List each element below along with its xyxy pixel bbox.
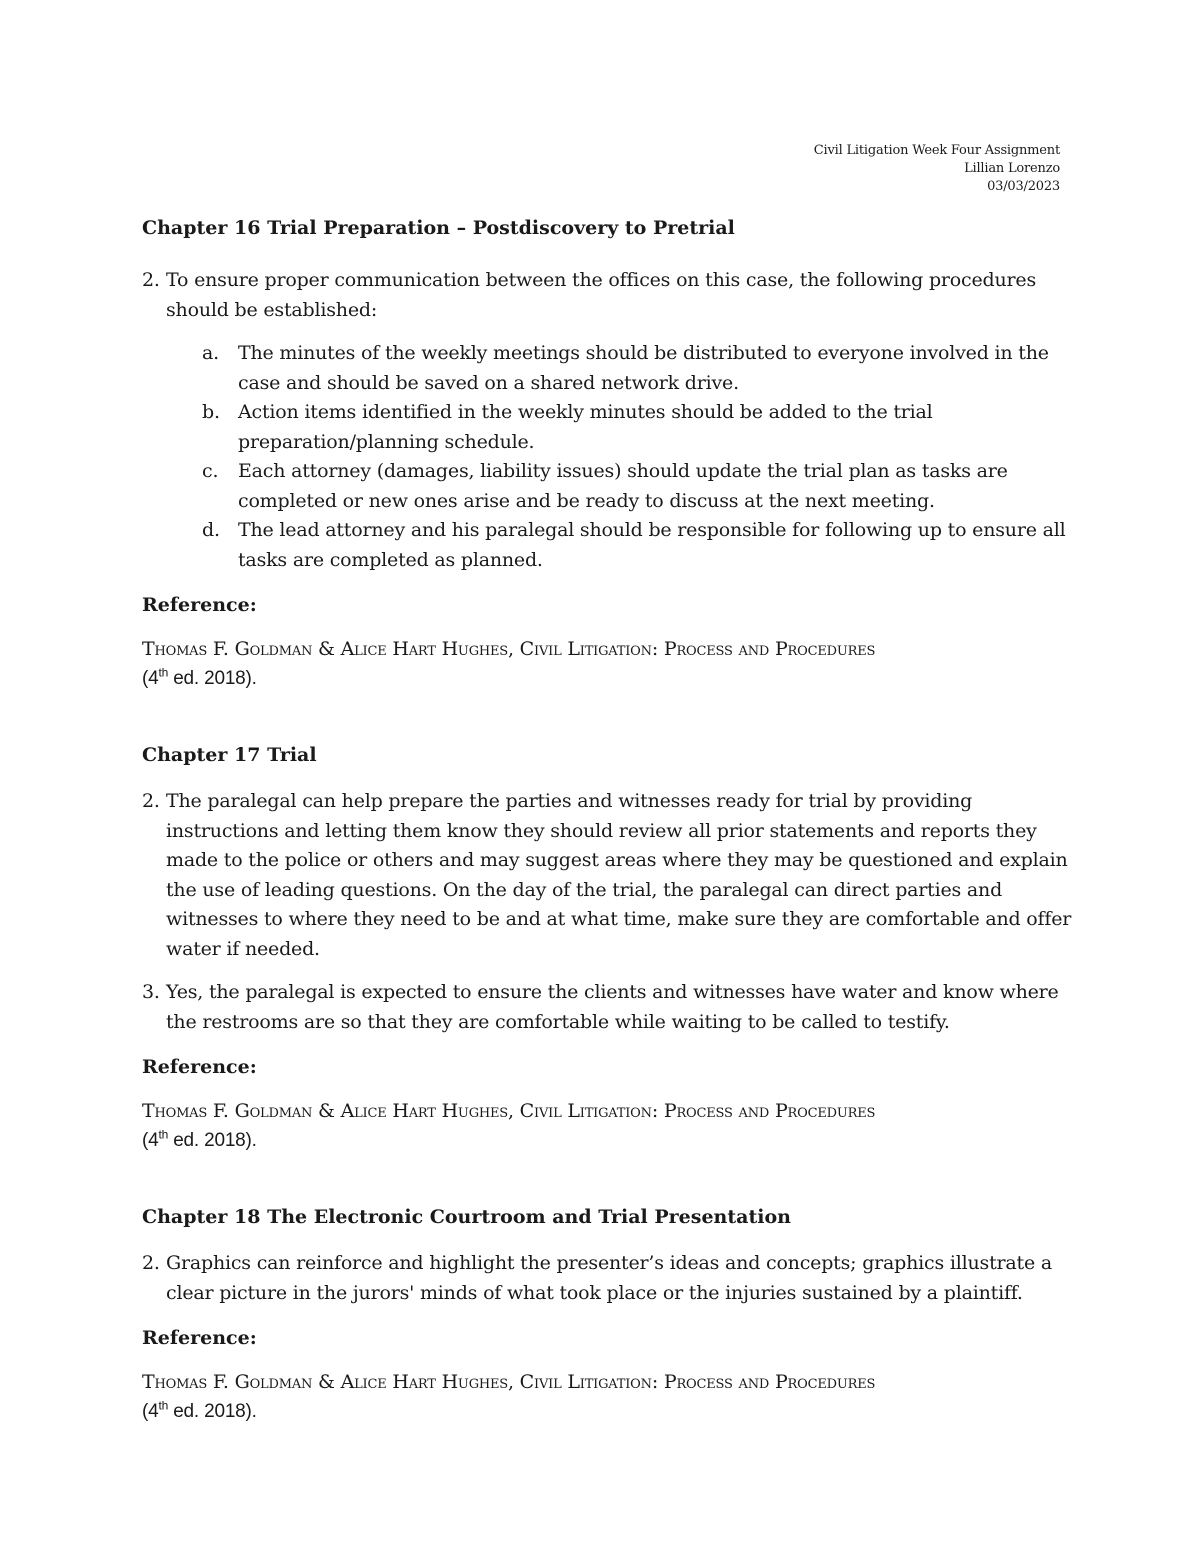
citation-edition-suffix: ed. 2018). <box>168 668 257 689</box>
document-header <box>814 142 1060 196</box>
section-chapter-18 <box>142 1203 1072 1426</box>
answer-item <box>142 266 1072 325</box>
item-text: To ensure proper communication between the offices on this case, the following procedures should be established: <box>166 269 1037 321</box>
citation-edition-sup: th <box>158 1398 169 1413</box>
section-heading: Chapter 18 The Electronic Courtroom and Trial Presentation <box>142 1206 791 1228</box>
reference-label: Reference: <box>142 594 257 616</box>
document-body <box>142 214 1072 1426</box>
section-chapter-17 <box>142 741 1072 1155</box>
item-number: 2. <box>142 269 160 291</box>
document-date: 03/03/2023 <box>987 179 1060 194</box>
citation-text: Thomas F. Goldman & Alice Hart Hughes, Civil Litigation: Process and Procedures <box>142 1100 876 1122</box>
reference-label: Reference: <box>142 1327 257 1349</box>
sub-item-text: The lead attorney and his paralegal should be responsible for following up to ensure all tasks are completed as planned. <box>238 519 1066 571</box>
answer-item <box>142 978 1072 1037</box>
section-heading: Chapter 16 Trial Preparation – Postdiscovery to Pretrial <box>142 217 735 239</box>
item-number: 3. <box>142 981 160 1003</box>
citation-text: Thomas F. Goldman & Alice Hart Hughes, Civil Litigation: Process and Procedures <box>142 1371 876 1393</box>
sub-item <box>202 457 1072 516</box>
reference-citation <box>142 635 1072 693</box>
citation-edition-sup: th <box>158 665 169 680</box>
sub-item-letter: b. <box>202 401 220 423</box>
citation-edition-suffix: ed. 2018). <box>168 1401 257 1422</box>
item-text: Yes, the paralegal is expected to ensure the clients and witnesses have water and know where the restrooms are so that they are comfortable while waiting to be called to testify. <box>166 981 1059 1033</box>
citation-edition-suffix: ed. 2018). <box>168 1130 257 1151</box>
reference-label: Reference: <box>142 1056 257 1078</box>
citation-edition-prefix: (4 <box>142 1130 159 1151</box>
sub-item <box>202 398 1072 457</box>
sub-item <box>202 516 1072 575</box>
sub-item-text: The minutes of the weekly meetings should be distributed to everyone involved in the case and should be saved on a shared network drive. <box>238 342 1049 394</box>
section-chapter-16 <box>142 214 1072 693</box>
item-text: Graphics can reinforce and highlight the presenter’s ideas and concepts; graphics illustrate a clear picture in the jurors' minds of what took place or the injuries sustained by a plaintiff. <box>166 1252 1052 1304</box>
sub-item-letter: c. <box>202 460 219 482</box>
citation-edition-prefix: (4 <box>142 1401 159 1422</box>
assignment-title: Civil Litigation Week Four Assignment <box>813 143 1060 158</box>
reference-citation <box>142 1097 1072 1155</box>
sub-item-text: Each attorney (damages, liability issues) should update the trial plan as tasks are completed or new ones arise and be ready to discuss at the next meeting. <box>238 460 1008 512</box>
item-number: 2. <box>142 1252 160 1274</box>
reference-citation <box>142 1368 1072 1426</box>
item-number: 2. <box>142 790 160 812</box>
sub-item-letter: d. <box>202 519 220 541</box>
citation-edition-prefix: (4 <box>142 668 159 689</box>
author-name: Lillian Lorenzo <box>964 161 1060 176</box>
citation-edition-sup: th <box>158 1127 169 1142</box>
citation-text: Thomas F. Goldman & Alice Hart Hughes, Civil Litigation: Process and Procedures <box>142 638 876 660</box>
sub-item-text: Action items identified in the weekly minutes should be added to the trial preparation/planning schedule. <box>238 401 933 453</box>
sub-item-letter: a. <box>202 342 219 364</box>
item-text: The paralegal can help prepare the parties and witnesses ready for trial by providing instructions and letting them know they should review all prior statements and reports they made to the police or others and may suggest areas where they may be questioned and explain the use of leading questions. On the day of the trial, the paralegal can direct parties and witnesses to where they need to be and at what time, make sure they are comfortable and offer water if needed. <box>166 790 1072 960</box>
sub-item <box>202 339 1072 398</box>
sub-list <box>202 339 1072 575</box>
section-heading: Chapter 17 Trial <box>142 744 317 766</box>
answer-item <box>142 1249 1072 1308</box>
answer-item <box>142 787 1072 964</box>
